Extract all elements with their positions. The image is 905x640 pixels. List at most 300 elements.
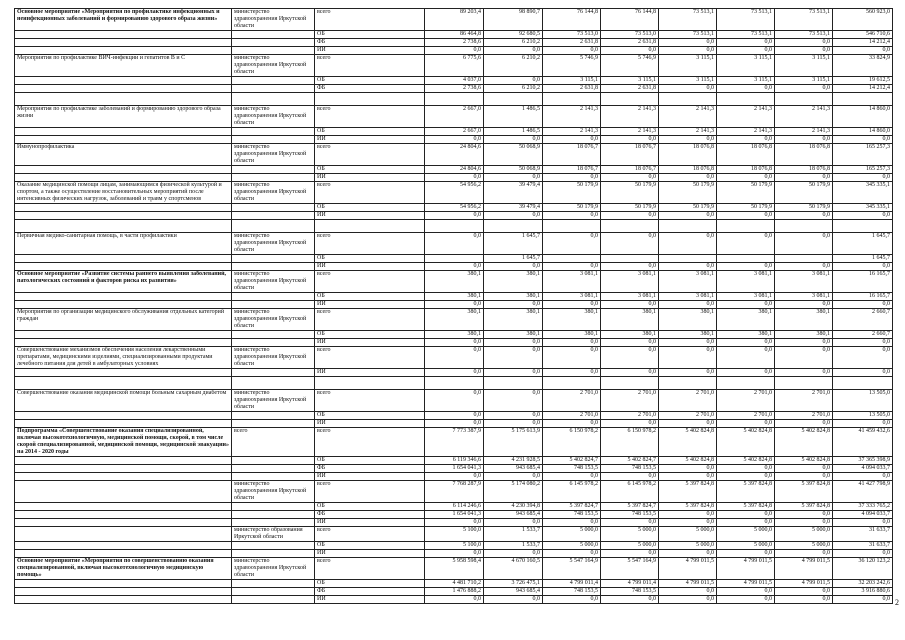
empty-cell: [484, 220, 543, 233]
amount-cell: 14 212,4: [833, 85, 893, 93]
measure-name-cell: [15, 136, 232, 144]
amount-cell: 0,0: [717, 465, 775, 473]
amount-cell: 13 505,0: [833, 412, 893, 420]
amount-cell: 2 631,8: [543, 39, 601, 47]
funding-source-cell: ОБ: [315, 255, 425, 263]
amount-cell: 0,0: [833, 263, 893, 271]
executor-cell: [232, 263, 315, 271]
executor-cell: [232, 128, 315, 136]
amount-cell: 0,0: [659, 369, 717, 377]
amount-cell: 50 179,9: [775, 182, 833, 204]
executor-cell: министерство здравоохранения Иркутской области: [232, 309, 315, 331]
measure-name-cell: Основное мероприятие «Мероприятия по совершенствованию оказания специализированной, включая высокотехнологичную медицинскую помощь»: [15, 558, 232, 580]
table-row: [15, 212, 893, 220]
executor-cell: министерство образования Иркутской области: [232, 527, 315, 542]
table-row: [15, 263, 893, 271]
amount-cell: 1 645,7: [484, 233, 543, 255]
funding-source-cell: ИИ: [315, 339, 425, 347]
amount-cell: 41 427 798,9: [833, 481, 893, 503]
measure-name-cell: [15, 339, 232, 347]
amount-cell: 0,0: [775, 420, 833, 428]
amount-cell: 5 402 824,8: [717, 457, 775, 465]
amount-cell: 19 612,5: [833, 77, 893, 85]
amount-cell: 5 000,0: [601, 542, 659, 550]
amount-cell: 5 547 164,9: [543, 558, 601, 580]
amount-cell: 5 402 824,8: [659, 428, 717, 457]
amount-cell: 5 100,0: [425, 542, 484, 550]
table-row: [15, 9, 893, 31]
executor-cell: министерство здравоохранения Иркутской области: [232, 55, 315, 77]
empty-cell: [543, 93, 601, 106]
amount-cell: 0,0: [543, 212, 601, 220]
amount-cell: 54 956,2: [425, 182, 484, 204]
amount-cell: 0,0: [543, 519, 601, 527]
amount-cell: 0,0: [484, 77, 543, 85]
funding-source-cell: ОБ: [315, 331, 425, 339]
table-row: [15, 457, 893, 465]
executor-cell: министерство здравоохранения Иркутской области: [232, 9, 315, 31]
table-row: [15, 428, 893, 457]
amount-cell: 0,0: [775, 212, 833, 220]
amount-cell: 380,1: [484, 309, 543, 331]
amount-cell: 0,0: [833, 301, 893, 309]
executor-cell: всего: [232, 428, 315, 457]
executor-cell: [232, 550, 315, 558]
funding-source-cell: ОБ: [315, 293, 425, 301]
executor-cell: [232, 39, 315, 47]
empty-cell: [425, 377, 484, 390]
amount-cell: 2 660,7: [833, 331, 893, 339]
amount-cell: 7 768 287,9: [425, 481, 484, 503]
amount-cell: 3 726 475,1: [484, 580, 543, 588]
amount-cell: 0,0: [484, 596, 543, 604]
executor-cell: [232, 331, 315, 339]
amount-cell: 1 533,7: [484, 542, 543, 550]
amount-cell: 0,0: [775, 465, 833, 473]
table-row: [15, 31, 893, 39]
amount-cell: 6 775,6: [425, 55, 484, 77]
budget-table-sheet: [14, 8, 892, 604]
executor-cell: [232, 47, 315, 55]
funding-source-cell: всего: [315, 271, 425, 293]
empty-cell: [659, 377, 717, 390]
amount-cell: 73 513,0: [543, 31, 601, 39]
amount-cell: 37 365 398,9: [833, 457, 893, 465]
table-row: [15, 420, 893, 428]
table-row: [15, 255, 893, 263]
measure-name-cell: [15, 263, 232, 271]
funding-source-cell: ОБ: [315, 128, 425, 136]
amount-cell: 0,0: [601, 369, 659, 377]
amount-cell: 0,0: [833, 420, 893, 428]
amount-cell: 380,1: [775, 309, 833, 331]
funding-source-cell: ОБ: [315, 412, 425, 420]
amount-cell: 3 081,1: [543, 293, 601, 301]
executor-cell: [232, 174, 315, 182]
executor-cell: [232, 588, 315, 596]
amount-cell: 50 179,9: [543, 204, 601, 212]
amount-cell: 0,0: [601, 347, 659, 369]
amount-cell: 0,0: [833, 47, 893, 55]
amount-cell: 73 513,1: [775, 31, 833, 39]
amount-cell: 6 210,2: [484, 55, 543, 77]
amount-cell: 0,0: [775, 47, 833, 55]
amount-cell: 380,1: [425, 293, 484, 301]
amount-cell: 0,0: [833, 473, 893, 481]
amount-cell: 0,0: [775, 511, 833, 519]
amount-cell: 50 068,9: [484, 144, 543, 166]
funding-source-cell: всего: [315, 55, 425, 77]
amount-cell: 3 081,1: [659, 293, 717, 301]
executor-cell: министерство здравоохранения Иркутской области: [232, 106, 315, 128]
amount-cell: 0,0: [717, 588, 775, 596]
table-row: [15, 182, 893, 204]
measure-name-cell: [15, 527, 232, 542]
amount-cell: 0,0: [425, 47, 484, 55]
amount-cell: 4 799 011,5: [659, 580, 717, 588]
amount-cell: 5 000,0: [717, 542, 775, 550]
amount-cell: 73 513,1: [717, 31, 775, 39]
amount-cell: 37 333 765,2: [833, 503, 893, 511]
amount-cell: 2 701,0: [775, 390, 833, 412]
amount-cell: 2 141,3: [659, 128, 717, 136]
amount-cell: 0,0: [484, 174, 543, 182]
amount-cell: 18 076,8: [717, 166, 775, 174]
amount-cell: 50 179,9: [659, 204, 717, 212]
amount-cell: 3 081,1: [601, 293, 659, 301]
amount-cell: 0,0: [775, 339, 833, 347]
empty-cell: [543, 377, 601, 390]
empty-cell: [232, 220, 315, 233]
funding-source-cell: ОБ: [315, 204, 425, 212]
amount-cell: 0,0: [425, 369, 484, 377]
funding-source-cell: ИИ: [315, 301, 425, 309]
amount-cell: 5 175 613,9: [484, 428, 543, 457]
measure-name-cell: Оказание медицинской помощи лицам, занимающимся физической культурой и спортом, а также осуществление восстановительных мероприятий после интенсивных физических нагрузок, заболеваний и травм у спортсменов: [15, 182, 232, 204]
table-row: [15, 204, 893, 212]
table-row: [15, 271, 893, 293]
amount-cell: 5 746,9: [543, 55, 601, 77]
amount-cell: 0,0: [659, 339, 717, 347]
amount-cell: 0,0: [484, 390, 543, 412]
amount-cell: 5 958 598,4: [425, 558, 484, 580]
table-row: [15, 233, 893, 255]
amount-cell: 3 916 880,6: [833, 588, 893, 596]
table-row: [15, 465, 893, 473]
amount-cell: 0,0: [543, 233, 601, 255]
table-row: [15, 293, 893, 301]
empty-cell: [15, 220, 232, 233]
funding-source-cell: всего: [315, 106, 425, 128]
amount-cell: 2 631,8: [543, 85, 601, 93]
funding-source-cell: ОБ: [315, 457, 425, 465]
amount-cell: 5 402 824,8: [717, 428, 775, 457]
amount-cell: 748 153,5: [601, 588, 659, 596]
amount-cell: 6 150 978,2: [601, 428, 659, 457]
amount-cell: 0,0: [775, 519, 833, 527]
empty-cell: [15, 93, 232, 106]
amount-cell: 0,0: [543, 596, 601, 604]
amount-cell: 4 799 011,5: [775, 558, 833, 580]
measure-name-cell: [15, 128, 232, 136]
executor-cell: [232, 465, 315, 473]
amount-cell: 3 115,1: [717, 77, 775, 85]
amount-cell: 92 680,5: [484, 31, 543, 39]
amount-cell: 560 923,0: [833, 9, 893, 31]
amount-cell: 6 145 978,2: [601, 481, 659, 503]
table-row: [15, 503, 893, 511]
executor-cell: [232, 255, 315, 263]
amount-cell: 3 081,1: [717, 271, 775, 293]
table-row: [15, 527, 893, 542]
funding-source-cell: ОБ: [315, 542, 425, 550]
amount-cell: 50 179,9: [717, 182, 775, 204]
amount-cell: 0,0: [425, 412, 484, 420]
amount-cell: 943 685,4: [484, 465, 543, 473]
amount-cell: 0,0: [543, 473, 601, 481]
empty-cell: [315, 377, 425, 390]
measure-name-cell: [15, 519, 232, 527]
amount-cell: 380,1: [659, 331, 717, 339]
amount-cell: 18 076,8: [775, 166, 833, 174]
empty-cell: [717, 220, 775, 233]
amount-cell: 33 824,9: [833, 55, 893, 77]
amount-cell: 380,1: [717, 309, 775, 331]
amount-cell: 0,0: [717, 473, 775, 481]
amount-cell: 5 000,0: [543, 542, 601, 550]
executor-cell: [232, 542, 315, 550]
funding-source-cell: всего: [315, 428, 425, 457]
empty-cell: [15, 377, 232, 390]
table-row: [15, 47, 893, 55]
amount-cell: 0,0: [659, 47, 717, 55]
amount-cell: 0,0: [775, 136, 833, 144]
amount-cell: 76 144,8: [543, 9, 601, 31]
funding-source-cell: ОБ: [315, 580, 425, 588]
amount-cell: 3 081,1: [775, 293, 833, 301]
executor-cell: [232, 339, 315, 347]
funding-source-cell: ОБ: [315, 77, 425, 85]
funding-source-cell: всего: [315, 182, 425, 204]
measure-name-cell: Совершенствование оказания медицинской помощи больным сахарным диабетом: [15, 390, 232, 412]
amount-cell: 2 701,0: [601, 390, 659, 412]
amount-cell: 0,0: [717, 519, 775, 527]
amount-cell: 5 397 824,8: [775, 503, 833, 511]
measure-name-cell: [15, 369, 232, 377]
amount-cell: 0,0: [833, 596, 893, 604]
amount-cell: 1 645,7: [833, 233, 893, 255]
amount-cell: 0,0: [425, 136, 484, 144]
measure-name-cell: [15, 212, 232, 220]
table-row: [15, 412, 893, 420]
funding-source-cell: ИИ: [315, 136, 425, 144]
executor-cell: [232, 136, 315, 144]
amount-cell: 0,0: [543, 369, 601, 377]
amount-cell: 0,0: [717, 511, 775, 519]
measure-name-cell: [15, 503, 232, 511]
measure-name-cell: Мероприятия по профилактике заболеваний и формированию здорового образа жизни: [15, 106, 232, 128]
funding-source-cell: всего: [315, 390, 425, 412]
amount-cell: 3 115,1: [659, 77, 717, 85]
table-row: [15, 128, 893, 136]
table-row: [15, 580, 893, 588]
measure-name-cell: [15, 174, 232, 182]
amount-cell: 4 799 011,5: [659, 558, 717, 580]
amount-cell: 0,0: [833, 339, 893, 347]
empty-cell: [775, 377, 833, 390]
empty-cell: [833, 220, 893, 233]
empty-cell: [659, 220, 717, 233]
executor-cell: [232, 420, 315, 428]
amount-cell: 0,0: [659, 301, 717, 309]
amount-cell: 0,0: [659, 212, 717, 220]
table-row: [15, 77, 893, 85]
funding-source-cell: ФБ: [315, 39, 425, 47]
amount-cell: 0,0: [425, 339, 484, 347]
amount-cell: 2 667,0: [425, 106, 484, 128]
funding-source-cell: всего: [315, 9, 425, 31]
table-row: [15, 309, 893, 331]
amount-cell: 0,0: [659, 85, 717, 93]
executor-cell: [232, 204, 315, 212]
measure-name-cell: Иммунопрофилактика: [15, 144, 232, 166]
measure-name-cell: [15, 481, 232, 503]
measure-name-cell: [15, 47, 232, 55]
amount-cell: 0,0: [833, 550, 893, 558]
empty-cell: [601, 93, 659, 106]
amount-cell: 4 231 928,5: [484, 457, 543, 465]
amount-cell: 0,0: [425, 420, 484, 428]
amount-cell: 6 119 346,6: [425, 457, 484, 465]
amount-cell: 73 513,1: [659, 31, 717, 39]
amount-cell: 0,0: [833, 369, 893, 377]
amount-cell: 16 165,7: [833, 271, 893, 293]
amount-cell: [775, 255, 833, 263]
amount-cell: 16 165,7: [833, 293, 893, 301]
amount-cell: 0,0: [775, 39, 833, 47]
amount-cell: 546 710,6: [833, 31, 893, 39]
empty-cell: [659, 93, 717, 106]
executor-cell: [232, 212, 315, 220]
amount-cell: 2 738,6: [425, 39, 484, 47]
amount-cell: 0,0: [717, 420, 775, 428]
amount-cell: 380,1: [601, 331, 659, 339]
amount-cell: 748 153,5: [543, 465, 601, 473]
amount-cell: 0,0: [659, 174, 717, 182]
amount-cell: 5 402 824,8: [775, 457, 833, 465]
funding-source-cell: всего: [315, 527, 425, 542]
table-row: [15, 166, 893, 174]
executor-cell: [232, 596, 315, 604]
amount-cell: 76 144,8: [601, 9, 659, 31]
table-row: [15, 136, 893, 144]
empty-cell: [425, 220, 484, 233]
amount-cell: 4 230 394,8: [484, 503, 543, 511]
amount-cell: 1 645,7: [484, 255, 543, 263]
table-row: [15, 519, 893, 527]
measure-name-cell: [15, 511, 232, 519]
measure-name-cell: Основное мероприятие «Мероприятия по профилактике инфекционных и неинфекционных заболеваний и формированию здорового образа жизни»: [15, 9, 232, 31]
amount-cell: 2 738,6: [425, 85, 484, 93]
amount-cell: 0,0: [717, 136, 775, 144]
amount-cell: 54 956,2: [425, 204, 484, 212]
executor-cell: министерство здравоохранения Иркутской области: [232, 390, 315, 412]
amount-cell: 0,0: [659, 588, 717, 596]
empty-cell: [425, 93, 484, 106]
empty-cell: [833, 93, 893, 106]
amount-cell: 380,1: [659, 309, 717, 331]
amount-cell: 380,1: [484, 271, 543, 293]
table-row: [15, 390, 893, 412]
amount-cell: 73 513,0: [601, 31, 659, 39]
empty-cell: [315, 220, 425, 233]
amount-cell: 73 513,1: [775, 9, 833, 31]
amount-cell: 0,0: [425, 519, 484, 527]
amount-cell: 86 464,8: [425, 31, 484, 39]
amount-cell: 36 120 123,2: [833, 558, 893, 580]
amount-cell: 6 210,2: [484, 39, 543, 47]
measure-name-cell: [15, 473, 232, 481]
amount-cell: 18 076,8: [659, 166, 717, 174]
amount-cell: 2 667,0: [425, 128, 484, 136]
amount-cell: 0,0: [601, 47, 659, 55]
amount-cell: 2 660,7: [833, 309, 893, 331]
amount-cell: 0,0: [425, 212, 484, 220]
amount-cell: 0,0: [601, 550, 659, 558]
empty-cell: [484, 93, 543, 106]
amount-cell: 0,0: [425, 550, 484, 558]
amount-cell: 1 476 888,2: [425, 588, 484, 596]
executor-cell: министерство здравоохранения Иркутской области: [232, 182, 315, 204]
amount-cell: 0,0: [717, 85, 775, 93]
measure-name-cell: Мероприятия по организации медицинского обслуживания отдельных категорий граждан: [15, 309, 232, 331]
amount-cell: 0,0: [484, 347, 543, 369]
amount-cell: 0,0: [543, 136, 601, 144]
measure-name-cell: [15, 457, 232, 465]
measure-name-cell: [15, 39, 232, 47]
amount-cell: 0,0: [659, 473, 717, 481]
amount-cell: 0,0: [833, 212, 893, 220]
measure-name-cell: [15, 580, 232, 588]
amount-cell: 0,0: [484, 519, 543, 527]
empty-cell: [232, 93, 315, 106]
executor-cell: [232, 293, 315, 301]
amount-cell: 0,0: [543, 420, 601, 428]
amount-cell: 380,1: [425, 309, 484, 331]
amount-cell: 73 513,1: [717, 9, 775, 31]
amount-cell: 1 486,5: [484, 128, 543, 136]
funding-source-cell: ОБ: [315, 503, 425, 511]
measure-name-cell: [15, 420, 232, 428]
amount-cell: 2 701,0: [717, 412, 775, 420]
amount-cell: 165 257,3: [833, 166, 893, 174]
table-spacer-row: [15, 377, 893, 390]
amount-cell: 0,0: [543, 301, 601, 309]
table-row: [15, 331, 893, 339]
empty-cell: [601, 377, 659, 390]
table-row: [15, 542, 893, 550]
table-spacer-row: [15, 93, 893, 106]
amount-cell: 5 000,0: [775, 542, 833, 550]
amount-cell: 0,0: [717, 233, 775, 255]
empty-cell: [717, 93, 775, 106]
amount-cell: 5 402 824,8: [659, 457, 717, 465]
funding-source-cell: ИИ: [315, 263, 425, 271]
amount-cell: 5 000,0: [659, 542, 717, 550]
funding-source-cell: ФБ: [315, 85, 425, 93]
amount-cell: 1 654 041,3: [425, 465, 484, 473]
amount-cell: 380,1: [484, 331, 543, 339]
